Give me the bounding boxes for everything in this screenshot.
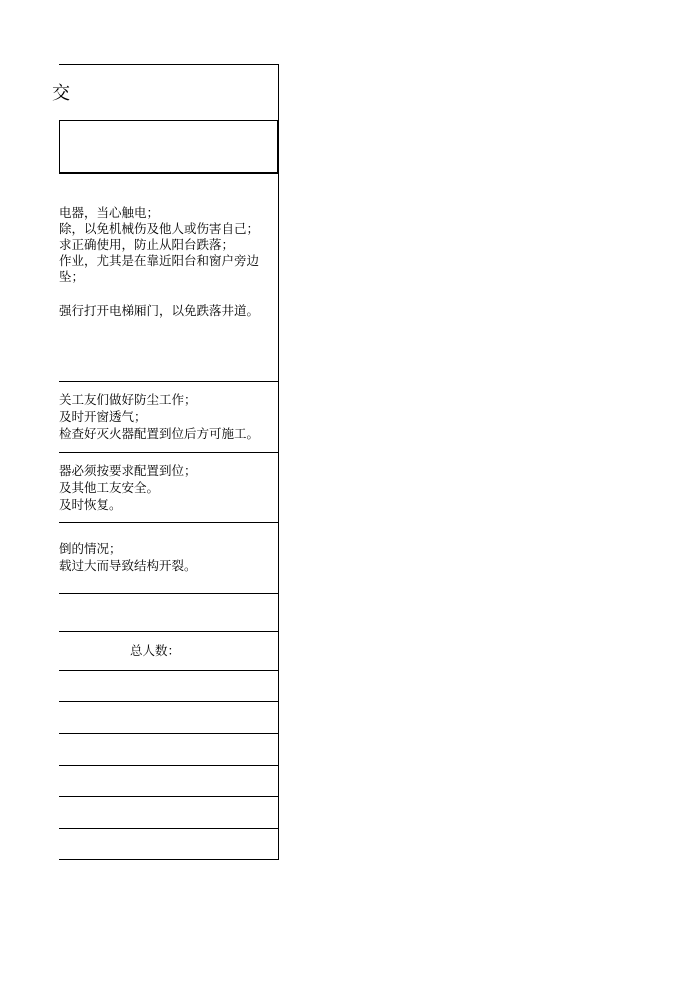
row-divider-6 [59, 631, 279, 632]
row-divider-3 [59, 452, 279, 453]
dust-fire-line-3: 检查好灭火器配置到位后方可施工。 [59, 426, 260, 441]
signature-row-divider-5 [59, 796, 279, 797]
structure-line-1: 倒的情况； [59, 541, 122, 556]
safety-line-5: 坠； [59, 269, 85, 284]
signature-row-divider-3 [59, 733, 279, 734]
equipment-line-1: 器必须按要求配置到位； [59, 463, 197, 478]
signature-row-divider-6 [59, 828, 279, 829]
equipment-line-3: 及时恢复。 [59, 497, 122, 512]
row-divider-5 [59, 593, 279, 594]
dust-fire-line-2: 及时开窗透气； [59, 409, 147, 424]
row-divider-4 [59, 522, 279, 523]
structure-line-2: 载过大而导致结构开裂。 [59, 558, 197, 573]
equipment-line-2: 及其他工友安全。 [59, 480, 160, 495]
table-bottom-border [59, 859, 279, 860]
document-title-fragment: 交 [52, 83, 70, 104]
safety-line-1: 电器，当心触电； [59, 205, 160, 220]
total-count-label: 总人数： [130, 643, 181, 658]
signature-row-divider-2 [59, 701, 279, 702]
table-top-border [59, 64, 279, 65]
dust-fire-line-1: 关工友们做好防尘工作； [59, 392, 197, 407]
info-box [59, 120, 278, 173]
safety-line-3: 求正确使用，防止从阳台跌落； [59, 237, 235, 252]
safety-line-6: 强行打开电梯厢门，以免跌落井道。 [59, 303, 260, 318]
row-divider-2 [59, 381, 279, 382]
table-right-border [278, 64, 279, 860]
safety-line-2: 除，以免机械伤及他人或伤害自己； [59, 221, 260, 236]
signature-row-divider-1 [59, 670, 279, 671]
row-divider-1 [59, 173, 279, 174]
safety-line-4: 作业，尤其是在靠近阳台和窗户旁边 [59, 253, 260, 268]
signature-row-divider-4 [59, 765, 279, 766]
